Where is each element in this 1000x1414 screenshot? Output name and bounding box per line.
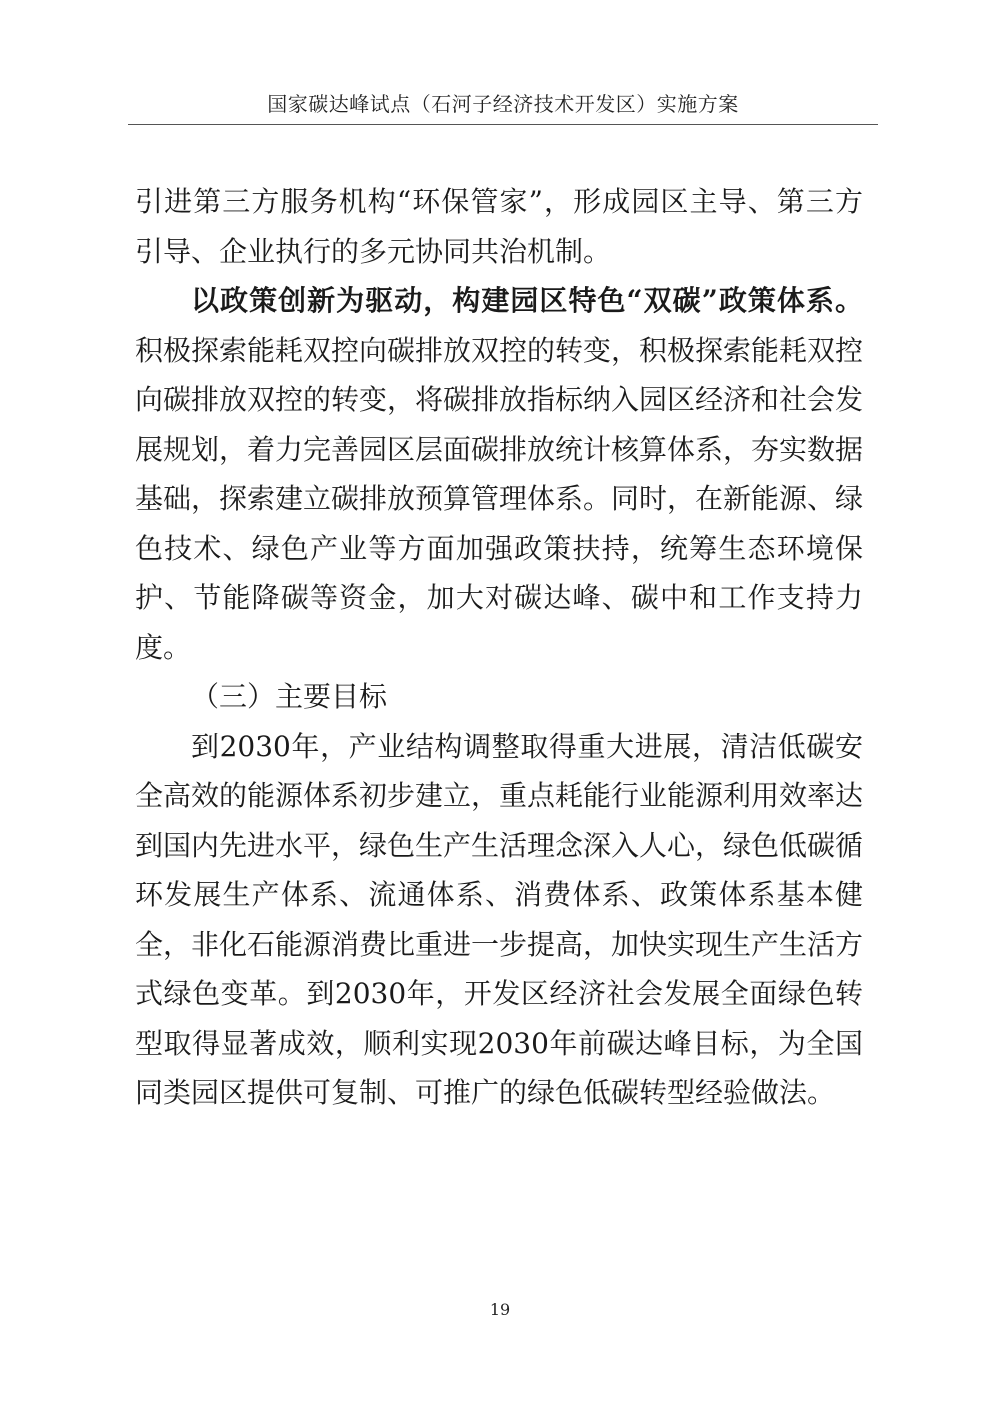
page-number: 19 (489, 1300, 511, 1319)
running-header: 国家碳达峰试点（石河子经济技术开发区）实施方案 (267, 92, 739, 116)
paragraph-policy (135, 276, 863, 672)
header-divider (128, 124, 878, 125)
document-body (135, 177, 863, 1118)
section-title: （三）主要目标 (191, 680, 388, 713)
paragraph-policy-heading: 以政策创新为驱动，构建园区特色“双碳”政策体系。 (191, 284, 863, 317)
paragraph-policy-text: 积极探索能耗双控向碳排放双控的转变，积极探索能耗双控向碳排放双控的转变，将碳排放指标纳入园区经济和社会发展规划，着力完善园区层面碳排放统计核算体系，夯实数据基础，探索建立碳排放预算管理体系。同时，在新能源、绿色技术、绿色产业等方面加强政策扶持，统筹生态环境保护、节能降碳等资金，加大对碳达峰、碳中和工作支持力度。 (135, 333, 864, 664)
paragraph-main-goals: 到2030年，产业结构调整取得重大进展，清洁低碳安全高效的能源体系初步建立，重点耗能行业能源利用效率达到国内先进水平，绿色生产生活理念深入人心，绿色低碳循环发展生产体系、流通体系、消费体系、政策体系基本健全，非化石能源消费比重进一步提高，加快实现生产生活方式绿色变革。到2030年，开发区经济社会发展全面绿色转型取得显著成效，顺利实现2030年前碳达峰目标，为全国同类园区提供可复制、可推广的绿色低碳转型经验做法。 (135, 729, 864, 1109)
paragraph-governance: 引进第三方服务机构“环保管家”，形成园区主导、第三方引导、企业执行的多元协同共治机制。 (135, 185, 863, 268)
